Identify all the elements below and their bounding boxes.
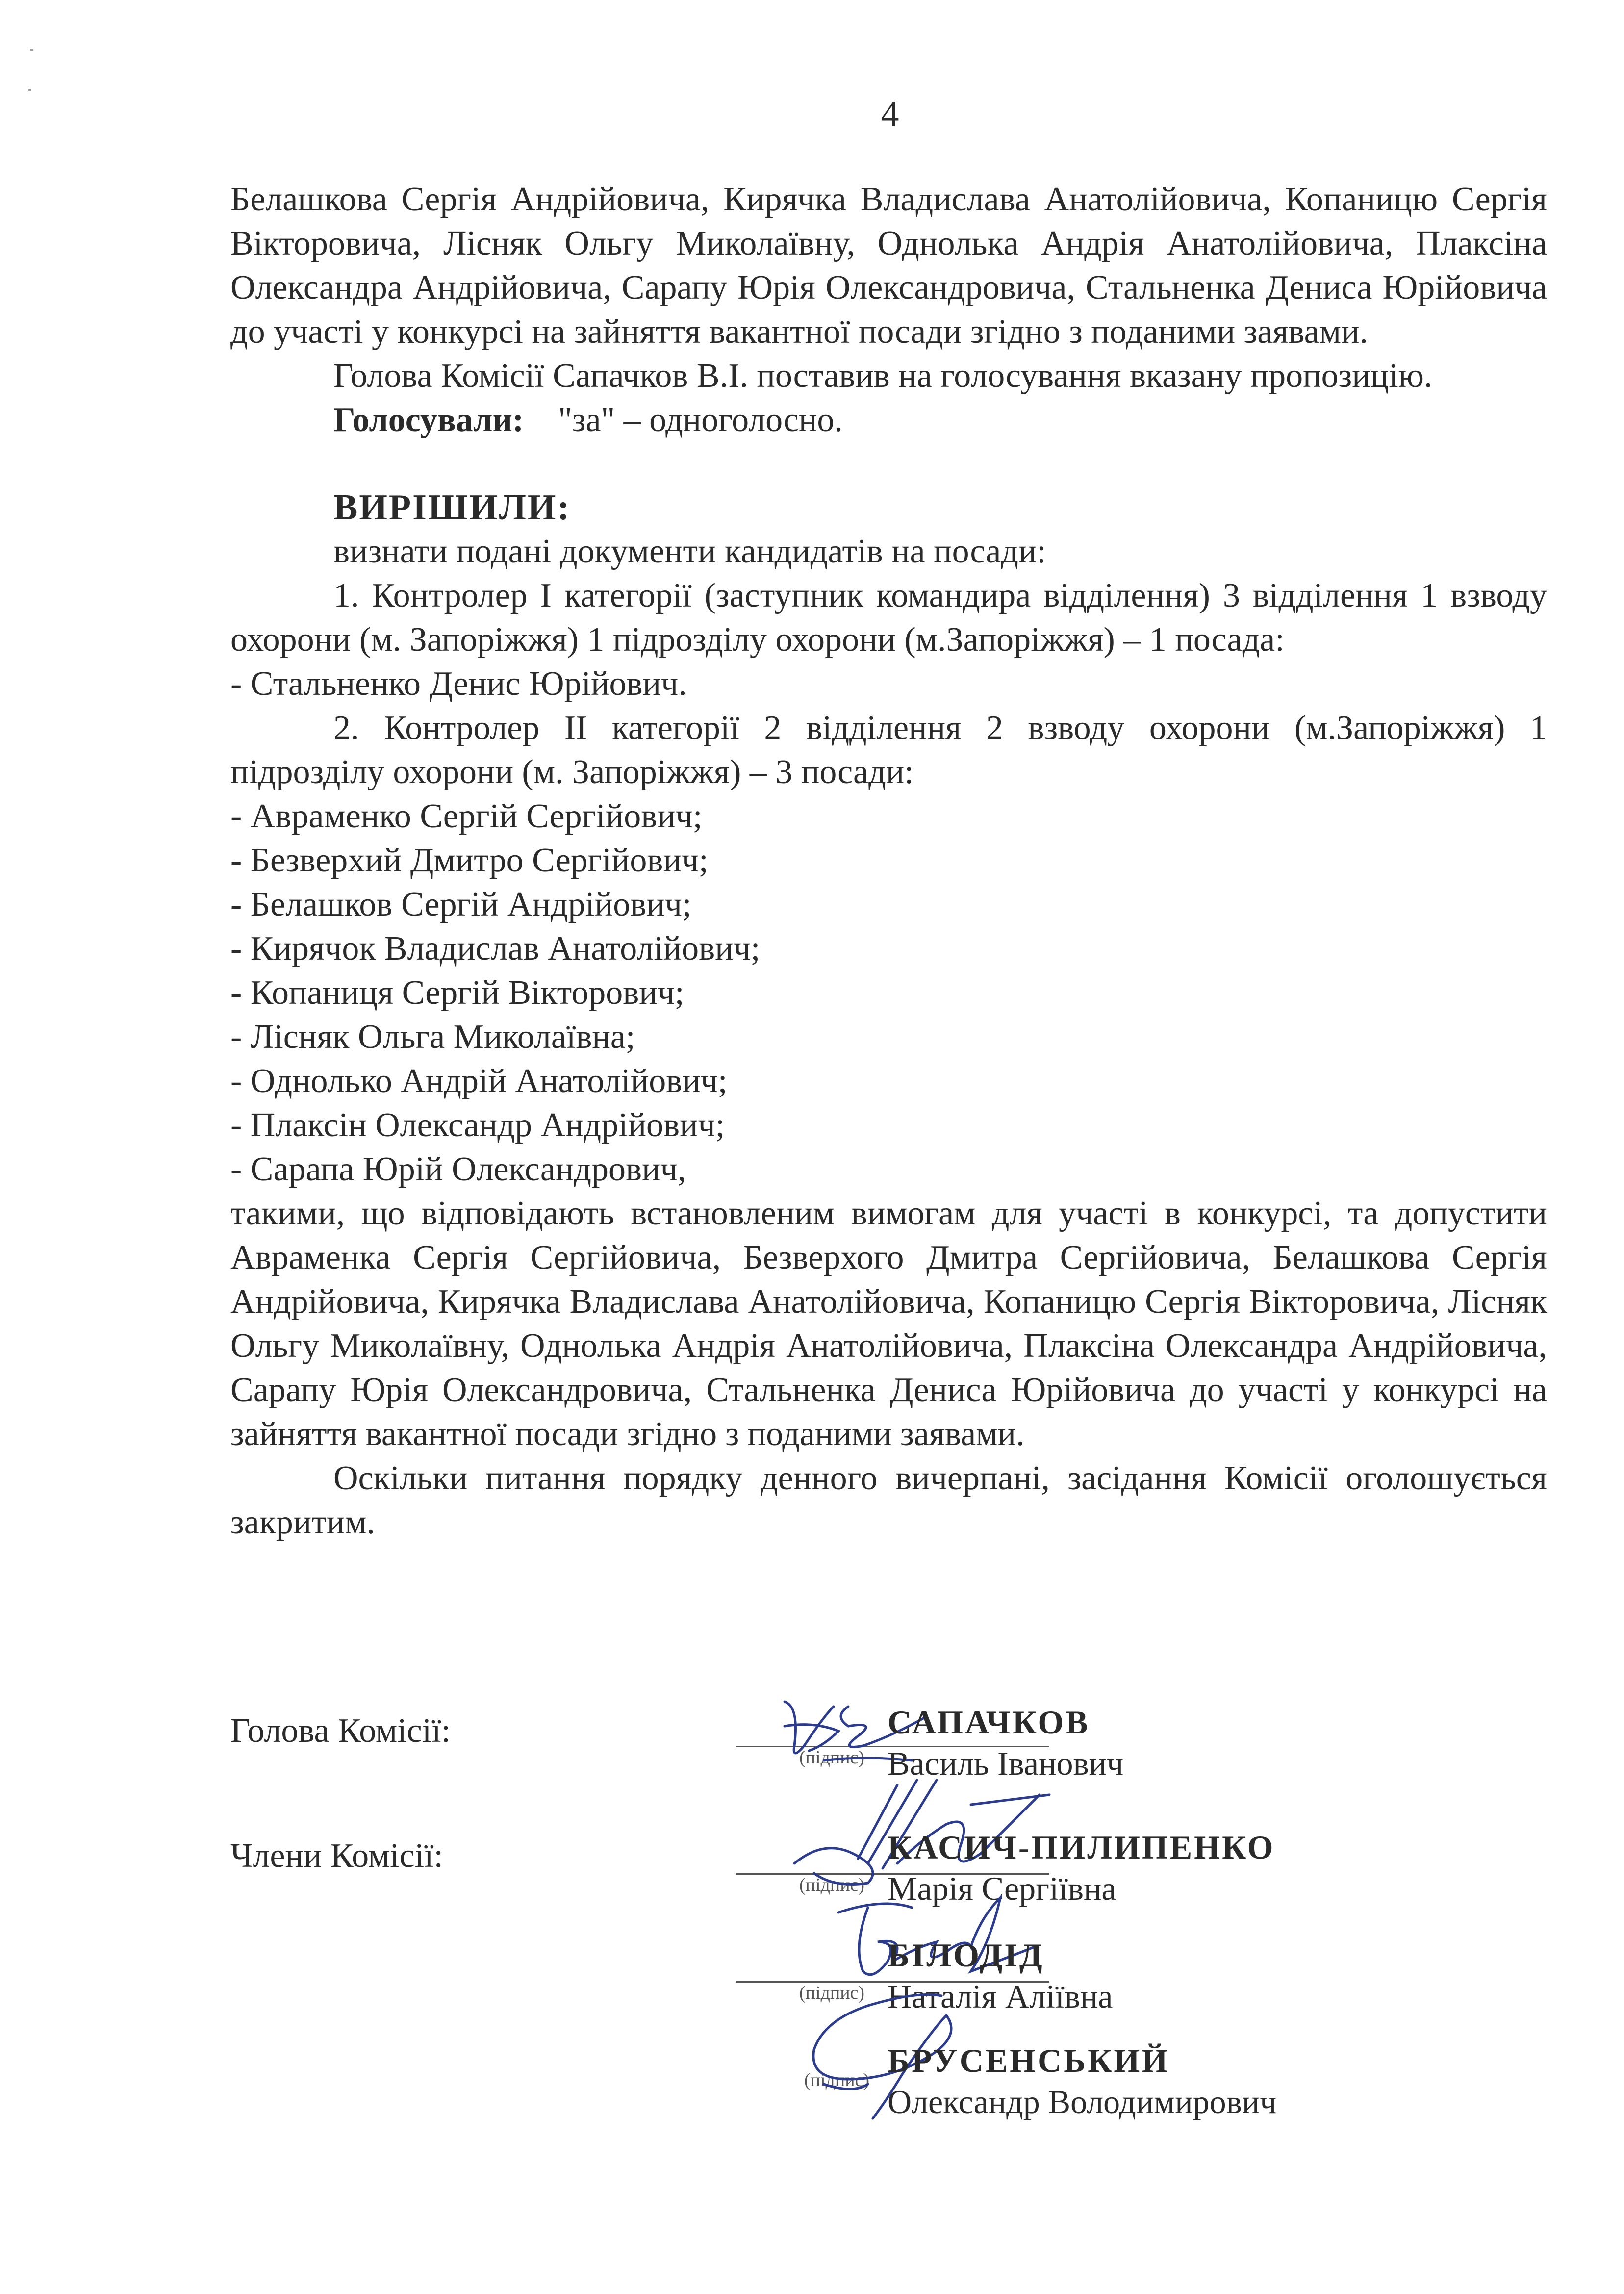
candidate-list-item: - Стальненко Денис Юрійович.	[230, 665, 687, 703]
candidate-list-item: - Сарапа Юрій Олександрович,	[230, 1150, 686, 1188]
candidate-list-item: - Плаксін Олександр Андрійович;	[230, 1106, 725, 1144]
signer-given-name: Наталія Аліївна	[888, 1978, 1113, 2015]
document-body	[230, 178, 1547, 1545]
decided-heading: ВИРІШИЛИ:	[333, 487, 571, 528]
signature-hint: (підпис)	[799, 1983, 865, 2003]
candidate-list-item: - Однолько Андрій Анатолійович;	[230, 1062, 728, 1100]
signature-hint: (підпис)	[804, 2070, 870, 2090]
candidate-list-item: - Кирячок Владислав Анатолійович;	[230, 930, 761, 968]
paragraph-position-2: 2. Контролер ІІ категорії 2 відділення 2 взводу охорони (м.Запоріжжя) 1 підрозділу охорони (м. Запоріжжя) – 3 посади:	[230, 709, 1547, 791]
signer-surname: КАСИЧ-ПИЛИПЕНКО	[888, 1829, 1275, 1866]
signer-name-4	[888, 2040, 1276, 2122]
signer-given-name: Василь Іванович	[888, 1745, 1124, 1782]
chair-role-label: Голова Комісії:	[230, 1712, 451, 1750]
paragraph-recognize: визнати подані документи кандидатів на посади:	[333, 533, 1046, 570]
paragraph-position-1: 1. Контролер І категорії (заступник командира відділення) 3 відділення 1 взводу охорони (м. Запоріжжя) 1 підрозділу охорони (м.Запоріжжя) – 1 посада:	[230, 577, 1547, 659]
candidate-list-item: - Авраменко Сергій Сергійович;	[230, 797, 703, 835]
signer-surname: БІЛОДІД	[888, 1937, 1044, 1974]
signer-surname: БРУСЕНСЬКИЙ	[888, 2042, 1170, 2079]
paragraph-admission-list: Белашкова Сергія Андрійовича, Кирячка Владислава Анатолійовича, Копаницю Сергія Вікторовича, Лісняк Ольгу Миколаївну, Однолька Андрія Анатолійовича, Плаксіна Олександра Андрійовича, Сарапу Юрія Олександровича, Стальненка Дениса Юрійовича до участі у конкурсі на зайняття вакантної посади згідно з поданими заявами.	[230, 180, 1547, 351]
scan-speck	[28, 89, 31, 91]
paragraph-vote-proposal: Голова Комісії Сапачков В.І. поставив на голосування вказану пропозицію.	[333, 357, 1433, 395]
signature-hint: (підпис)	[799, 1747, 865, 1768]
candidate-list-item: - Лісняк Ольга Миколаївна;	[230, 1018, 635, 1056]
signer-surname: САПАЧКОВ	[888, 1704, 1090, 1741]
votes-label: Голосували:	[333, 401, 524, 439]
candidate-list-item: - Копаниця Сергій Вікторович;	[230, 974, 685, 1012]
signer-given-name: Олександр Володимирович	[888, 2083, 1277, 2120]
signature-hint: (підпис)	[799, 1875, 865, 1895]
candidate-list-item: - Безверхий Дмитро Сергійович;	[230, 841, 709, 879]
paragraph-admission-decision: такими, що відповідають встановленим вимогам для участі в конкурсі, та допустити Авраменка Сергія Сергійовича, Безверхого Дмитра Сергійовича, Белашкова Сергія Андрійовича, Кирячка Владислава Анатолійовича, Копаницю Сергія Вікторовича, Лісняк Ольгу Миколаївну, Однолька Андрія Анатолійовича, Плаксіна Олександра Андрійовича, Сарапу Юрія Олександровича, Стальненка Дениса Юрійовича до участі у конкурсі на зайняття вакантної посади згідно з поданими заявами.	[230, 1195, 1547, 1453]
signer-given-name: Марія Сергіївна	[888, 1870, 1116, 1907]
voting-result	[230, 398, 1547, 442]
paragraph-closing: Оскільки питання порядку денного вичерпані, засідання Комісії оголошується закритим.	[230, 1459, 1547, 1541]
votes-value: "за" – одноголосно.	[558, 401, 843, 439]
members-role-label: Члени Комісії:	[230, 1837, 443, 1875]
spacer	[230, 442, 1547, 485]
scan-speck	[30, 49, 33, 51]
candidate-list-item: - Белашков Сергій Андрійович;	[230, 886, 692, 923]
page-number: 4	[881, 94, 899, 134]
